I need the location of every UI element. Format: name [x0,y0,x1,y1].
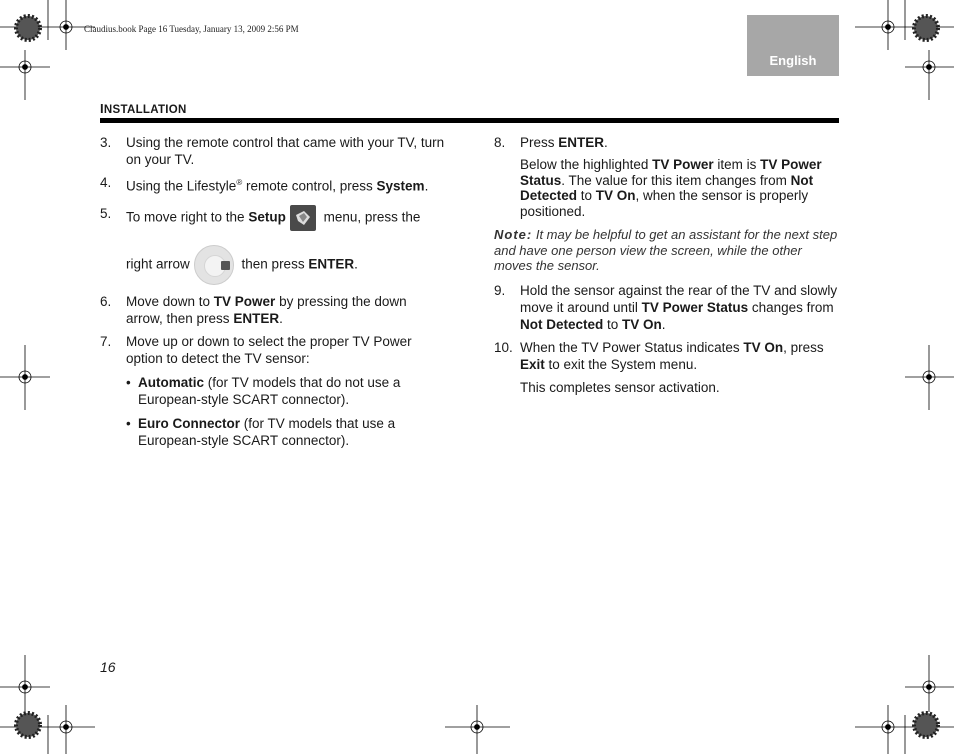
setup-menu-icon [290,205,316,231]
step-text: remote control, press [242,178,377,194]
tv-power-status-paragraph: Below the highlighted TV Power item is TV Power Status. The value for this item changes from Not Detected to TV On, when the sensor is properly positioned. [520,157,822,219]
option-euro-connector [126,415,445,449]
page-number: 16 [100,659,116,675]
bullet: • [126,415,131,431]
section-heading-rest: NSTALLATION [103,104,187,116]
step-text: . [354,256,358,272]
step-text: by pressing the down arrow, then press [126,293,407,326]
enter-label: ENTER [308,256,355,272]
note [494,227,839,274]
step-5 [100,205,445,285]
option-automatic [126,374,445,408]
section-heading [100,101,187,116]
step-number: 7. [100,333,112,349]
tv-power-label: TV Power [213,293,276,309]
step-9: 9. Hold the sensor against the rear of the TV and slowly move it around until TV Power Status changes from Not Detected to TV On. [494,282,838,332]
step-7 [100,333,445,449]
step-4 [100,174,445,195]
step-text: . [279,310,283,326]
right-arrow-icon [194,245,234,285]
note-text: It may be helpful to get an assistant for the next step and have one person view the screen, while the other moves the sensor. [494,227,838,273]
step-text: Move up or down to select the proper TV Power option to detect the TV sensor: [126,333,412,366]
enter-label: ENTER [233,310,280,326]
step-text: Using the remote control that came with your TV, turn on your TV. [126,135,445,167]
setup-label: Setup [248,209,286,225]
step-number: 8. [494,135,506,150]
step-number: 3. [100,135,112,150]
registered-mark: ® [236,178,243,187]
step-number: 5. [100,205,112,221]
option-text: (for TV models that use a European-style SCART connector). [138,415,396,448]
note-label: Note: [494,227,533,242]
step-10: 10. When the TV Power Status indicates TV On, press Exit to exit the System menu. [494,339,824,372]
step-number: 9. [494,282,506,298]
step-text: Press [520,135,559,150]
right-column [494,134,839,402]
automatic-label: Automatic [138,374,205,390]
step-8 [494,134,839,151]
completion-paragraph: This completes sensor activation. [520,379,720,395]
step-text: . [604,135,608,150]
left-column [100,134,445,456]
euro-connector-label: Euro Connector [138,415,241,431]
section-heading-initial: I [100,101,104,116]
step-3 [100,134,445,168]
print-metadata: Claudius.book Page 16 Tuesday, January 13, 2009 2:56 PM [84,24,299,34]
step-text: . [424,178,429,194]
step-text: menu, press the [319,209,421,225]
step-number: 10. [494,339,513,355]
bullet: • [126,374,131,390]
enter-label: ENTER [558,135,605,150]
step-text: then press [237,256,309,272]
step-text: Move down to [126,293,214,309]
section-rule [100,118,839,123]
right-arrow-button [221,261,230,270]
step-text: right arrow [126,256,190,272]
step-text: Using the Lifestyle [126,178,237,194]
step-6 [100,293,445,327]
step-number: 4. [100,175,112,190]
language-tab-label: English [769,53,817,68]
system-label: System [376,178,425,194]
language-tab [747,15,839,76]
option-text: (for TV models that do not use a European-style SCART connector). [138,374,401,407]
step-number: 6. [100,293,112,309]
step-text: To move right to the [126,209,249,225]
